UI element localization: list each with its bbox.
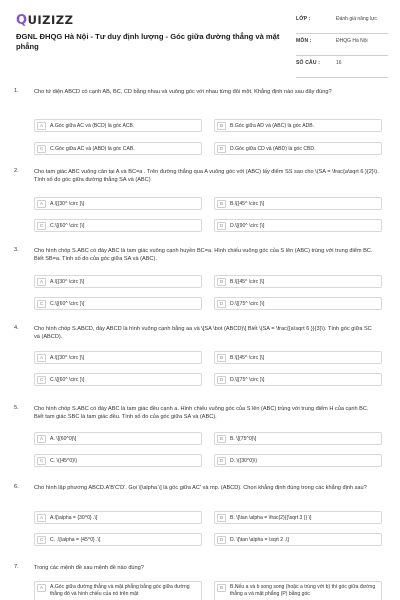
question-text: Cho tam giác ABC vuông cân tại A và BC=a . Trên đường thẳng qua A vuông góc với (ABC) lấy điểm SS sao cho \(SA = \frac{a\sqrt 6 }{2}\). Tính số đo góc giữa đường thẳng SA và (ABC) <box>34 169 379 183</box>
question-number: 3. <box>14 247 19 253</box>
meta-value: 16 <box>336 60 342 66</box>
question-number: 5. <box>14 405 19 411</box>
question-text: Trong các mệnh đề sau mệnh đề nào đúng? <box>34 565 144 571</box>
option-d[interactable] <box>214 454 382 467</box>
option-text: D. \({30^0}\) <box>230 458 258 464</box>
question-text: Cho hình chóp S.ABC có đáy ABC là tam giác vuông cạnh huyền BC=a. Hình chiếu vuông góc của S lên (ABC) trùng với trung điểm BC. Biết SB=a. Tính số đo của góc giữa SA và (ABC). <box>34 248 373 262</box>
option-text: B.\[{45^ \circ }\] <box>230 355 265 361</box>
option-a[interactable] <box>34 275 202 288</box>
option-letter: B <box>217 584 226 592</box>
option-a[interactable] <box>34 119 202 132</box>
meta-key: MÔN : <box>296 38 312 44</box>
option-text: C.\[{60^ \circ }\] <box>50 301 85 307</box>
question-text: Cho hình lập phương ABCD.A'B'C'D'. Gọi \[\alpha \] là góc giữa AC' và mp. (ABCD). Chọn khẳng định đúng trong các khẳng định sau? <box>34 485 367 491</box>
option-text: B.Góc giữa AD và (ABC) là góc ADB. <box>230 123 315 129</box>
option-c[interactable] <box>34 219 202 232</box>
option-d[interactable] <box>214 297 382 310</box>
option-letter: C <box>37 376 46 384</box>
option-letter: C <box>37 536 46 544</box>
option-letter: B <box>217 278 226 286</box>
option-c[interactable] <box>34 297 202 310</box>
option-letter: D <box>217 457 226 465</box>
logo-mark: Q <box>16 13 28 28</box>
option-c[interactable] <box>34 373 202 386</box>
meta-key: SỐ CÂU : <box>296 60 321 66</box>
option-letter: D <box>217 222 226 230</box>
option-letter: C <box>37 300 46 308</box>
worksheet-meta <box>296 12 388 78</box>
question-number: 4. <box>14 325 19 331</box>
option-d[interactable] <box>214 219 382 232</box>
option-letter: A <box>37 435 46 443</box>
option-letter: D <box>217 145 226 153</box>
option-a[interactable] <box>34 511 202 524</box>
option-letter: B <box>217 514 226 522</box>
option-text: B. \[\tan \alpha = \frac{2}{{\sqrt 3 }} \] <box>230 515 312 521</box>
question-text: Cho tứ diện ABCD có cạnh AB, BC, CD bằng nhau và vuông góc với nhau từng đôi một. Khẳng định nào sau đây đúng? <box>34 89 332 95</box>
option-letter: C <box>37 145 46 153</box>
option-text: D.\[{75^ \circ }\] <box>230 377 265 383</box>
option-b[interactable] <box>214 197 382 210</box>
meta-row-subject <box>296 34 388 56</box>
option-b[interactable] <box>214 432 382 445</box>
option-text: D. \[\tan \alpha = \sqrt 2 .\] <box>230 537 289 543</box>
option-b[interactable] <box>214 581 382 600</box>
option-d[interactable] <box>214 533 382 546</box>
option-text: B.\[{45^ \circ }\] <box>230 279 265 285</box>
document-title: ĐGNL ĐHQG Hà Nội - Tư duy định lượng - Góc giữa đường thẳng và mặt phẳng <box>16 32 280 51</box>
option-letter: B <box>217 200 226 208</box>
option-d[interactable] <box>214 142 382 155</box>
question-number: 6. <box>14 484 19 490</box>
option-letter: A <box>37 354 46 362</box>
option-text: A.Góc giữa đường thẳng và mặt phẳng bằng góc giữa đường thẳng đó và hình chiếu của nó trên mặt <box>50 584 190 597</box>
option-letter: B <box>217 435 226 443</box>
meta-row-count <box>296 56 388 78</box>
option-text: C.\[{60^ \circ }\] <box>50 377 85 383</box>
option-letter: C <box>37 222 46 230</box>
option-letter: B <box>217 354 226 362</box>
option-a[interactable] <box>34 432 202 445</box>
option-letter: A <box>37 584 46 592</box>
option-a[interactable] <box>34 581 202 600</box>
option-text: C. \({45^0}\) <box>50 458 78 464</box>
option-b[interactable] <box>214 351 382 364</box>
meta-value: Đánh giá năng lực <box>336 16 377 22</box>
meta-value: ĐHQG Hà Nội <box>336 38 368 44</box>
option-letter: A <box>37 278 46 286</box>
question-number: 7. <box>14 564 19 570</box>
question-number: 2. <box>14 168 19 174</box>
option-text: D.Góc giữa CD và (ABD) là góc CBD. <box>230 146 316 152</box>
option-b[interactable] <box>214 511 382 524</box>
option-letter: D <box>217 300 226 308</box>
option-text: B. \[{75^0}\] <box>230 436 257 442</box>
question-text: Cho hình chóp S.ABC có đáy ABC là tam giác đều cạnh a. Hình chiếu vuông góc của S lên (ABC) trùng với trung điểm H của cạnh BC. Biết tam giác SBC là tam giác đều. Tính số đo của góc giữa SA và (ABC). <box>34 406 369 420</box>
option-text: D.\[{75^ \circ }\] <box>230 301 265 307</box>
logo-text: UIZIZZ <box>27 13 74 27</box>
option-text: A.\[\alpha = {30^0} .\] <box>50 515 98 521</box>
option-text: A. \[{60^0}\] <box>50 436 77 442</box>
option-text: A.Góc giữa AC và (BCD) là góc ACB. <box>50 123 135 129</box>
option-c[interactable] <box>34 533 202 546</box>
question-number: 1. <box>14 88 19 94</box>
option-text: A.\[{30^ \circ }\] <box>50 355 85 361</box>
option-text: C.Góc giữa AC và (ABD) là góc CAB. <box>50 146 135 152</box>
option-c[interactable] <box>34 142 202 155</box>
option-letter: A <box>37 200 46 208</box>
option-a[interactable] <box>34 197 202 210</box>
option-letter: A <box>37 122 46 130</box>
meta-row-class <box>296 12 388 34</box>
option-text: A.\[{30^ \circ }\] <box>50 201 85 207</box>
meta-key: LỚP : <box>296 16 311 22</box>
option-c[interactable] <box>34 454 202 467</box>
option-letter: D <box>217 376 226 384</box>
option-text: C. .\[\alpha = {45^0} .\] <box>50 537 101 543</box>
option-letter: D <box>217 536 226 544</box>
option-text: A.\[{30^ \circ }\] <box>50 279 85 285</box>
option-b[interactable] <box>214 119 382 132</box>
option-b[interactable] <box>214 275 382 288</box>
quizizz-logo <box>16 13 73 28</box>
question-text: Cho hình chóp S.ABCD, đáy ABCD là hình vuông cạnh bằng aa và \[SA \bot (ABCD)\] Biết \(SA = \frac{{a\sqrt 6 }}{3}\). Tính góc giữa SC và (ABCD). <box>34 326 372 340</box>
option-text: B.\[{45^ \circ }\] <box>230 201 265 207</box>
option-letter: A <box>37 514 46 522</box>
option-letter: B <box>217 122 226 130</box>
option-d[interactable] <box>214 373 382 386</box>
option-text: B.Nếu a và b song song (hoặc a trùng với b) thì góc giữa đường thẳng a và mặt phẳng (P) bằng góc <box>230 584 376 597</box>
option-a[interactable] <box>34 351 202 364</box>
option-letter: C <box>37 457 46 465</box>
option-text: C.\[{60^ \circ }\] <box>50 223 85 229</box>
option-text: D.\[{90^ \circ }\] <box>230 223 265 229</box>
